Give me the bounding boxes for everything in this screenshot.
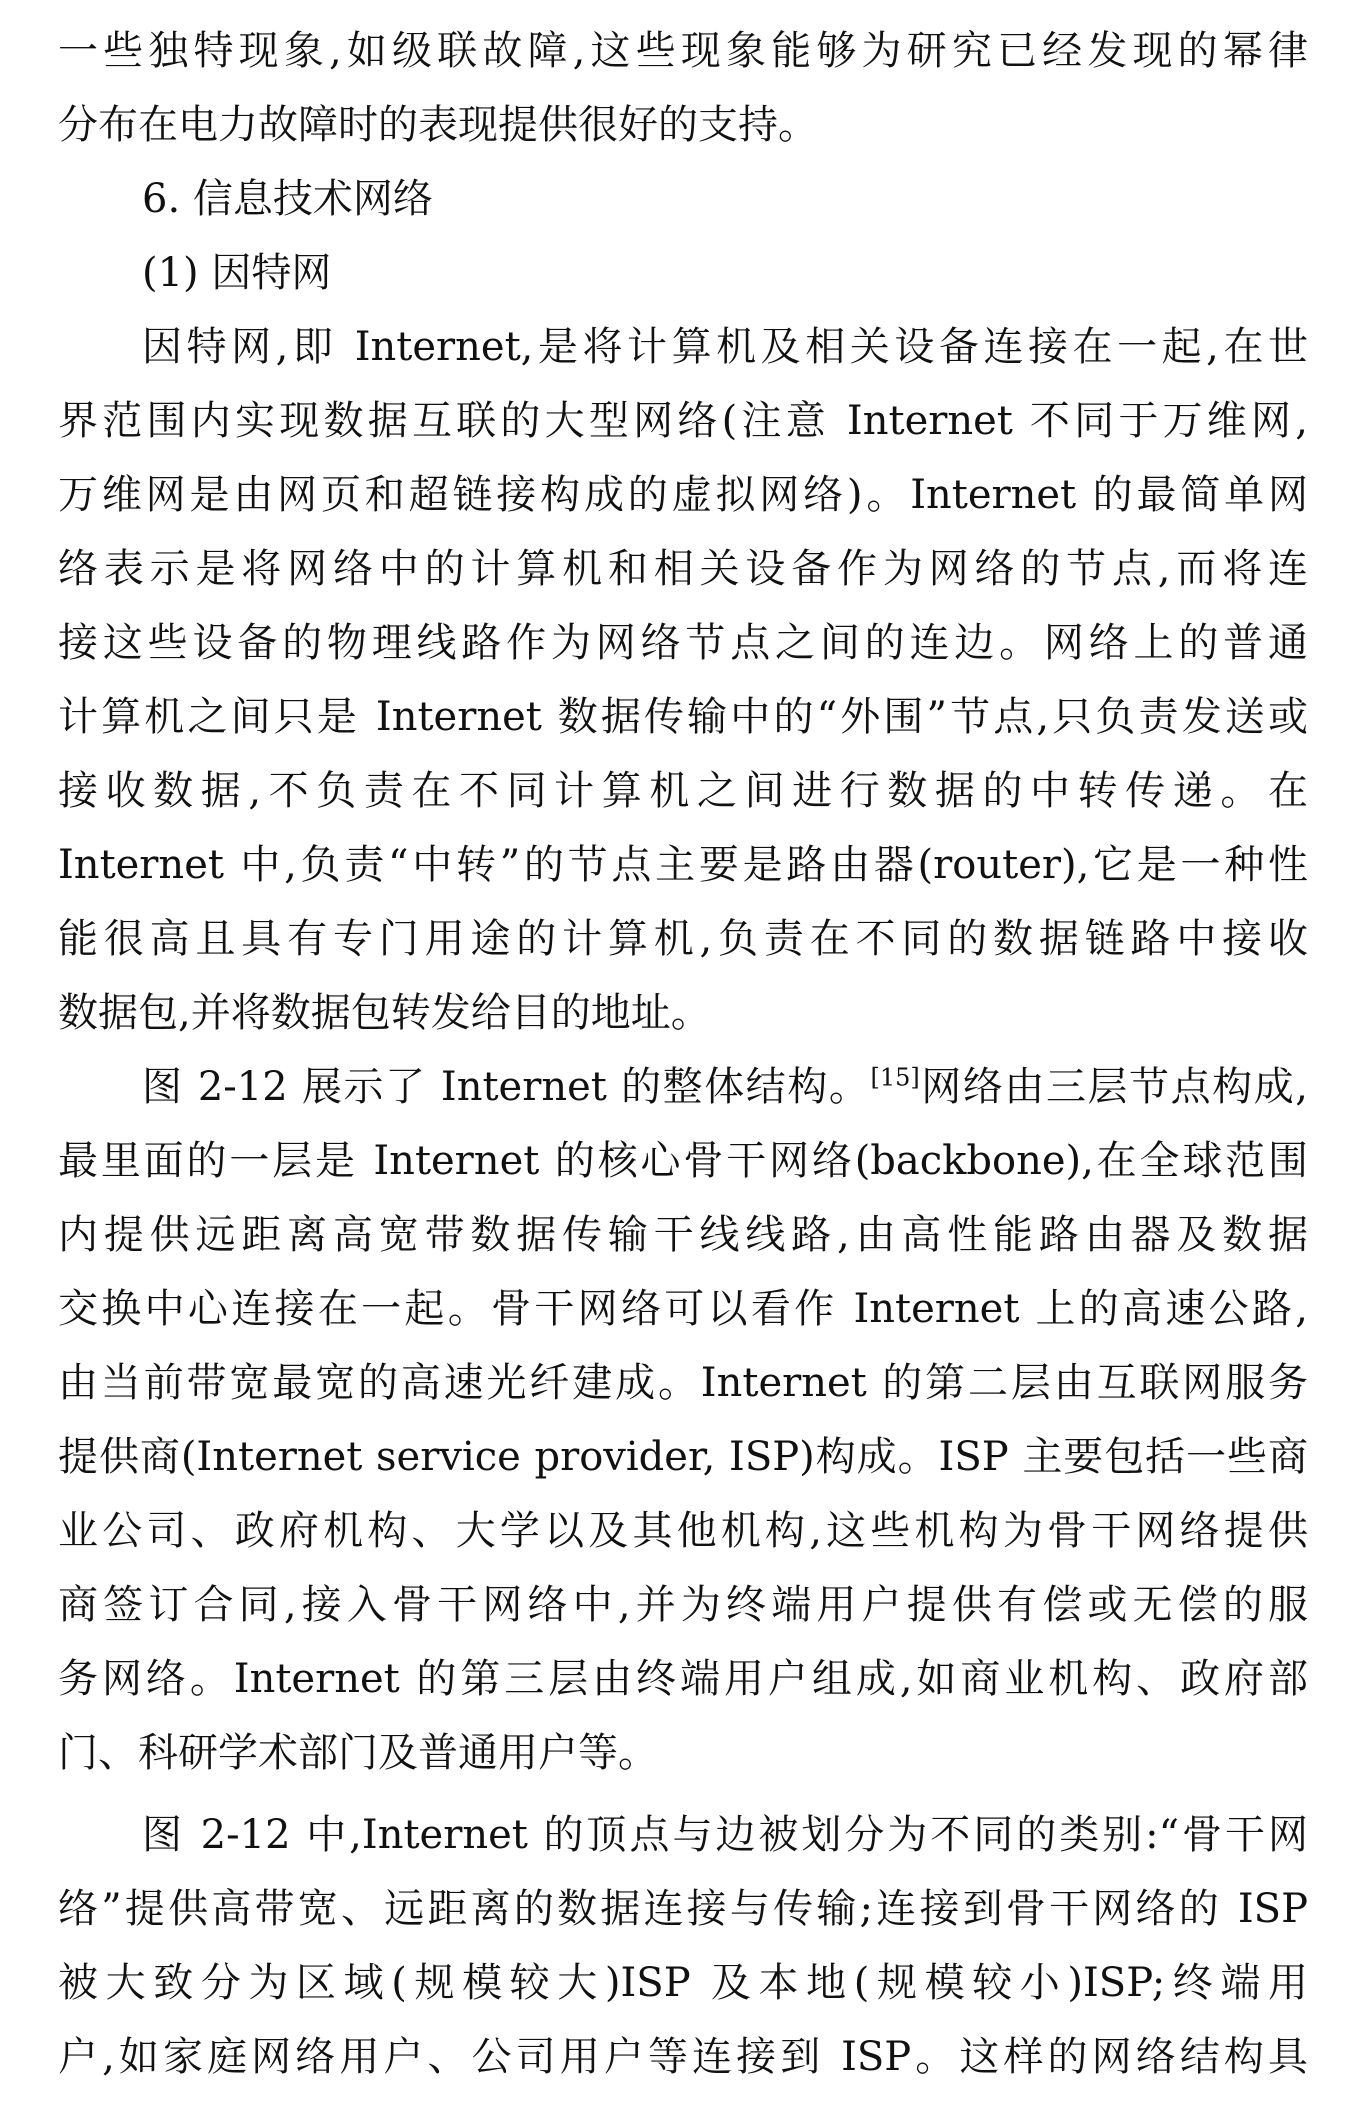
text-line: 户,如家庭网络用户、公司用户等连接到 ISP。这样的网络结构具 <box>58 2034 1308 2080</box>
text-line: 业公司、政府机构、大学以及其他机构,这些机构为骨干网络提供 <box>58 1508 1308 1554</box>
text-line: 交换中心连接在一起。骨干网络可以看作 Internet 上的高速公路, <box>58 1286 1308 1332</box>
section-heading: 6. 信息技术网络 <box>142 176 433 222</box>
paragraph-internet <box>58 310 1308 1050</box>
text-line: 最里面的一层是 Internet 的核心骨干网络(backbone),在全球范围 <box>58 1138 1308 1184</box>
text-line: 务网络。Internet 的第三层由终端用户组成,如商业机构、政府部 <box>58 1656 1308 1702</box>
subsection-heading: (1) 因特网 <box>142 250 332 296</box>
text-line: 络表示是将网络中的计算机和相关设备作为网络的节点,而将连 <box>58 546 1308 592</box>
text-line: 分布在电力故障时的表现提供很好的支持。 <box>58 102 818 148</box>
document-page <box>58 14 1308 2094</box>
text-line: 计算机之间只是 Internet 数据传输中的“外围”节点,只负责发送或 <box>58 694 1308 740</box>
citation-marker: [15] <box>870 1063 920 1092</box>
text-line: 由当前带宽最宽的高速光纤建成。Internet 的第二层由互联网服务 <box>58 1360 1308 1406</box>
text-line: 商签订合同,接入骨干网络中,并为终端用户提供有偿或无偿的服 <box>58 1582 1308 1628</box>
text-line: 万维网是由网页和超链接构成的虚拟网络)。Internet 的最简单网 <box>58 472 1308 518</box>
text-line: 数据包,并将数据包转发给目的地址。 <box>58 990 711 1036</box>
text-line: Internet 中,负责“中转”的节点主要是路由器(router),它是一种性 <box>58 842 1308 888</box>
text-line: 络”提供高带宽、远距离的数据连接与传输;连接到骨干网络的 ISP <box>58 1886 1308 1932</box>
text-segment: 网络由三层节点构成, <box>919 1064 1308 1110</box>
text-line <box>58 1050 1308 1124</box>
text-segment: 图 2-12 展示了 Internet 的整体结构。 <box>142 1064 871 1110</box>
paragraph-structure <box>58 1050 1308 1790</box>
paragraph-intro <box>58 14 1308 162</box>
text-line: 提供商(Internet service provider, ISP)构成。ISP 主要包括一些商 <box>58 1434 1308 1480</box>
text-line: 接收数据,不负责在不同计算机之间进行数据的中转传递。在 <box>58 768 1308 814</box>
paragraph-categories <box>58 1798 1308 2094</box>
text-line: 被大致分为区域(规模较大)ISP 及本地(规模较小)ISP;终端用 <box>58 1960 1308 2006</box>
text-line: 内提供远距离高宽带数据传输干线线路,由高性能路由器及数据 <box>58 1212 1308 1258</box>
text-line: 界范围内实现数据互联的大型网络(注意 Internet 不同于万维网, <box>58 398 1308 444</box>
text-line: 图 2-12 中,Internet 的顶点与边被划分为不同的类别:“骨干网 <box>142 1812 1308 1858</box>
text-line: 门、科研学术部门及普通用户等。 <box>58 1730 658 1776</box>
text-line: 因特网,即 Internet,是将计算机及相关设备连接在一起,在世 <box>142 324 1308 370</box>
text-line: 接这些设备的物理线路作为网络节点之间的连边。网络上的普通 <box>58 620 1308 666</box>
text-line: 一些独特现象,如级联故障,这些现象能够为研究已经发现的幂律 <box>58 28 1308 74</box>
text-line: 能很高且具有专门用途的计算机,负责在不同的数据链路中接收 <box>58 916 1308 962</box>
paragraph-gap <box>58 1790 1308 1798</box>
